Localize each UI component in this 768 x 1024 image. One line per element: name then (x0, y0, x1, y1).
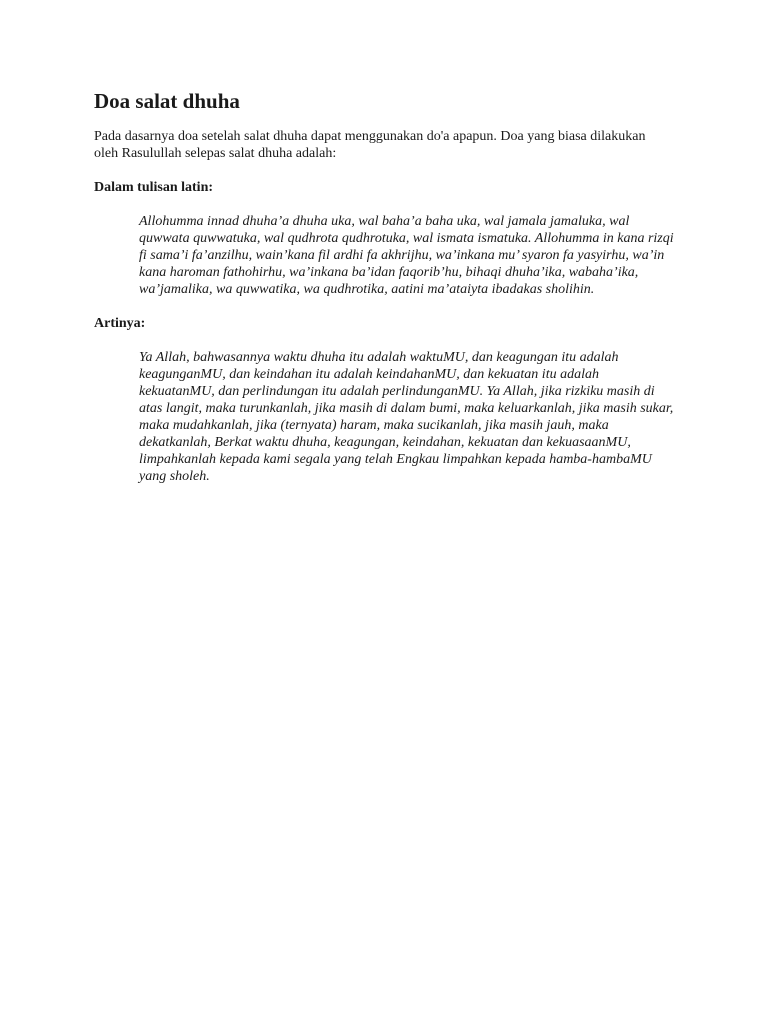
latin-prayer-text: Allohumma innad dhuha’a dhuha uka, wal baha’a baha uka, wal jamala jamaluka, wal quwwata quwwatuka, wal qudhrota qudhrotuka, wal ismata ismatuka. Allohumma in kana rizqi fi sama’i fa’anzilhu, wain’kana fil ardhi fa akhrijhu, wa’inkana mu’ syaron fa yasyirhu, wa’in kana haroman fathohirhu, wa’inkana ba’idan faqorib’hu, bihaqi dhuha’ika, wabaha’ika, wa’jamalika, wa quwwatika, wa qudhrotika, aatini ma’ataiyta ibadakas sholihin. (139, 214, 674, 297)
latin-heading: Dalam tulisan latin: (94, 180, 214, 195)
intro-paragraph: Pada dasarnya doa setelah salat dhuha dapat menggunakan do'a apapun. Doa yang biasa dilakukan oleh Rasulullah selepas salat dhuha adalah: (94, 129, 646, 161)
meaning-heading: Artinya: (94, 316, 146, 331)
page-title: Doa salat dhuha (94, 89, 240, 113)
meaning-text: Ya Allah, bahwasannya waktu dhuha itu adalah waktuMU, dan keagungan itu adalah keagunganMU, dan keindahan itu adalah keindahanMU, dan kekuatan itu adalah kekuatanMU, dan perlindungan itu adalah perlindunganMU. Ya Allah, jika rizkiku masih di atas langit, maka turunkanlah, jika masih di dalam bumi, maka keluarkanlah, jika masih sukar, maka mudahkanlah, jika (ternyata) haram, maka sucikanlah, jika masih jauh, maka dekatkanlah, Berkat waktu dhuha, keagungan, keindahan, kekuatan dan kekuasaanMU, limpahkanlah kepada kami segala yang telah Engkau limpahkan kepada hamba-hambaMU yang sholeh. (139, 350, 674, 484)
